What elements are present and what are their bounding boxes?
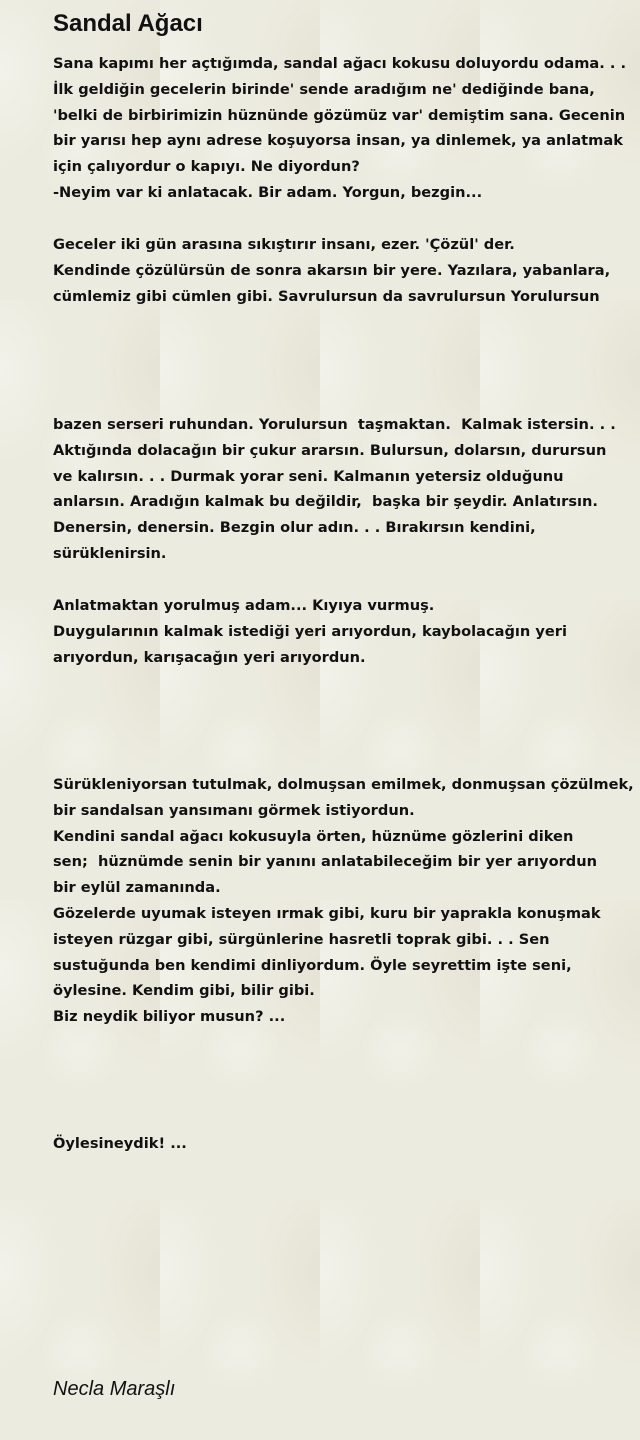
poem-line: sustuğunda ben kendimi dinliyordum. Öyle seyrettim işte seni, bbox=[53, 956, 572, 974]
stanza-3 bbox=[53, 412, 616, 567]
stanza-4 bbox=[53, 593, 613, 670]
poem-line: Öylesineydik! ... bbox=[53, 1135, 187, 1152]
poem-line: Sana kapımı her açtığımda, sandal ağacı kokusu doluyordu odama. . . bbox=[53, 55, 627, 72]
poem-line: Denersin, denersin. Bezgin olur adın. . . Bırakırsın kendini, bbox=[53, 519, 536, 537]
poem-line: bazen serseri ruhundan. Yorulursun taşmaktan. Kalmak istersin. . . bbox=[53, 416, 616, 433]
poem-line: isteyen rüzgar gibi, sürgünlerine hasretli toprak gibi. . . Sen bbox=[53, 930, 550, 948]
poem-line: için çalıyordur o kapıyı. Ne diyordun? bbox=[53, 158, 360, 176]
poem-author: Necla Maraşlı bbox=[53, 1378, 176, 1400]
poem-line: -Neyim var ki anlatacak. Bir adam. Yorgun, bezgin... bbox=[53, 183, 483, 201]
poem-line: bir yarısı hep aynı adrese koşuyorsa insan, ya dinlemek, ya anlatmak bbox=[53, 132, 623, 150]
poem-line: sen; hüznümde senin bir yanını anlatabileceğim bir yer arıyordun bbox=[53, 853, 598, 871]
poem-line: Aktığında dolacağın bir çukur ararsın. Bulursun, dolarsın, durursun bbox=[53, 441, 607, 459]
poem-line: ve kalırsın. . . Durmak yorar seni. Kalmanın yetersiz olduğunu bbox=[53, 467, 564, 485]
poem-line: bir eylül zamanında. bbox=[53, 879, 221, 897]
poem-title: Sandal Ağacı bbox=[53, 10, 203, 37]
poem-line: bir sandalsan yansımanı görmek istiyordun. bbox=[53, 801, 415, 819]
poem-line: İlk geldiğin gecelerin birinde' sende aradığım ne' dediğinde bana, bbox=[53, 80, 595, 98]
poem-line: cümlemiz gibi cümlen gibi. Savrulursun da savrulursun Yorulursun bbox=[53, 287, 600, 305]
poem-line: Kendinde çözülürsün de sonra akarsın bir yere. Yazılara, yabanlara, bbox=[53, 261, 611, 279]
poem-line: Biz neydik biliyor musun? ... bbox=[53, 1008, 286, 1026]
stanza-2 bbox=[53, 232, 613, 309]
stanza-5 bbox=[53, 772, 634, 1030]
poem-line: Anlatmaktan yorulmuş adam... Kıyıya vurmuş. bbox=[53, 597, 435, 614]
poem-line: sürüklenirsin. bbox=[53, 544, 167, 562]
stanza-6 bbox=[53, 1131, 613, 1157]
poem-line: Sürükleniyorsan tutulmak, dolmuşsan emilmek, donmuşsan çözülmek, bbox=[53, 776, 634, 793]
poem-line: arıyordun, karışacağın yeri arıyordun. bbox=[53, 648, 366, 666]
poem-line: Duygularının kalmak istediği yeri arıyordun, kaybolacağın yeri bbox=[53, 622, 567, 640]
poem-line: Kendini sandal ağacı kokusuyla örten, hüznüme gözlerini diken bbox=[53, 827, 574, 845]
poem-line: Geceler iki gün arasına sıkıştırır insanı, ezer. 'Çözül' der. bbox=[53, 236, 515, 253]
poem-line: Gözelerde uyumak isteyen ırmak gibi, kuru bir yaprakla konuşmak bbox=[53, 904, 601, 922]
poem-line: öylesine. Kendim gibi, bilir gibi. bbox=[53, 982, 315, 1000]
stanza-1 bbox=[53, 51, 627, 206]
poem-line: 'belki de birbirimizin hüznünde gözümüz var' demiştim sana. Gecenin bbox=[53, 106, 626, 124]
poem-line: anlarsın. Aradığın kalmak bu değildir, başka bir şeydir. Anlatırsın. bbox=[53, 493, 598, 511]
